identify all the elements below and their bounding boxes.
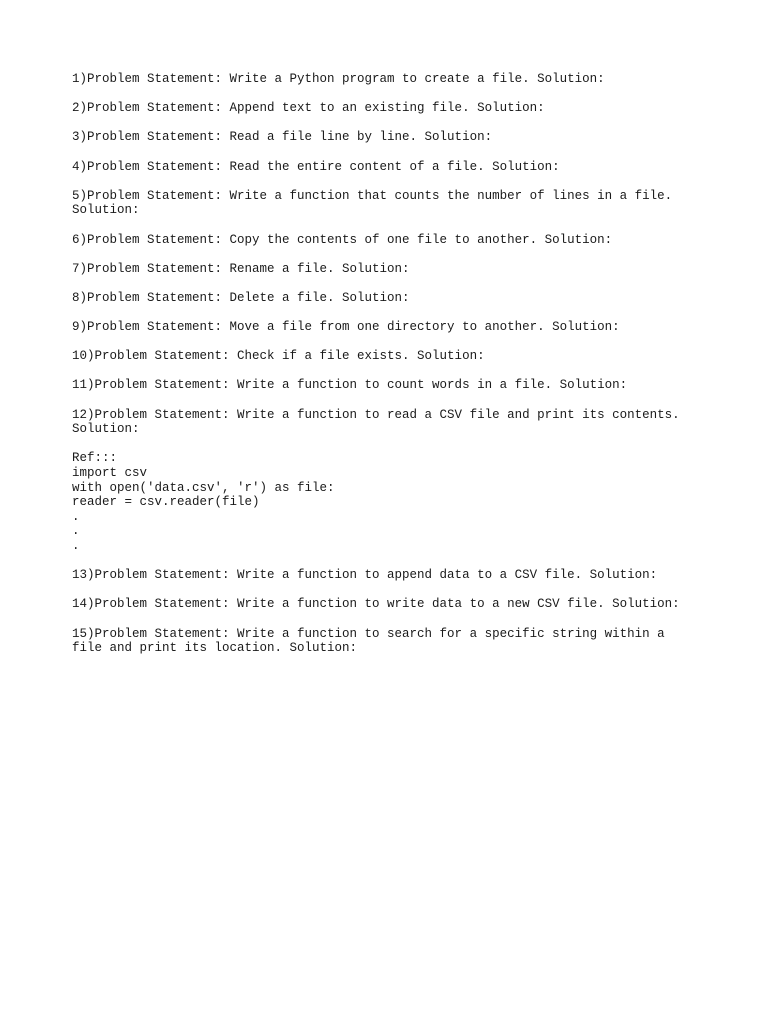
problem-4: 4)Problem Statement: Read the entire content of a file. Solution: <box>72 159 560 174</box>
problem-9: 9)Problem Statement: Move a file from one directory to another. Solution: <box>72 320 620 335</box>
problem-10: 10)Problem Statement: Check if a file exists. Solution: <box>72 349 485 364</box>
problem-8: 8)Problem Statement: Delete a file. Solution: <box>72 290 410 305</box>
problem-15: 15)Problem Statement: Write a function to search for a specific string within a file and print its location. Solution: <box>72 626 665 656</box>
problem-14: 14)Problem Statement: Write a function to write data to a new CSV file. Solution: <box>72 597 680 612</box>
problem-6: 6)Problem Statement: Copy the contents of one file to another. Solution: <box>72 232 613 247</box>
problem-2: 2)Problem Statement: Append text to an existing file. Solution: <box>72 101 545 116</box>
ellipsis-dot: . <box>72 524 80 539</box>
problem-11: 11)Problem Statement: Write a function to count words in a file. Solution: <box>72 378 628 393</box>
reference-code-block <box>72 451 696 553</box>
problem-3: 3)Problem Statement: Read a file line by line. Solution: <box>72 130 493 145</box>
problem-5: 5)Problem Statement: Write a function that counts the number of lines in a file. Solution: <box>72 188 673 218</box>
problem-12: 12)Problem Statement: Write a function to read a CSV file and print its contents. Solution: <box>72 407 680 437</box>
problem-13: 13)Problem Statement: Write a function to append data to a CSV file. Solution: <box>72 568 658 583</box>
code-line: import csv <box>72 466 148 481</box>
code-line: with open('data.csv', 'r') as file: <box>72 480 335 495</box>
ellipsis-dot: . <box>72 509 80 524</box>
reference-label: Ref::: <box>72 451 118 466</box>
document-page <box>72 72 696 670</box>
problem-7: 7)Problem Statement: Rename a file. Solution: <box>72 261 410 276</box>
code-line: reader = csv.reader(file) <box>72 495 260 510</box>
ellipsis-dot: . <box>72 539 80 553</box>
problem-1: 1)Problem Statement: Write a Python program to create a file. Solution: <box>72 72 605 86</box>
